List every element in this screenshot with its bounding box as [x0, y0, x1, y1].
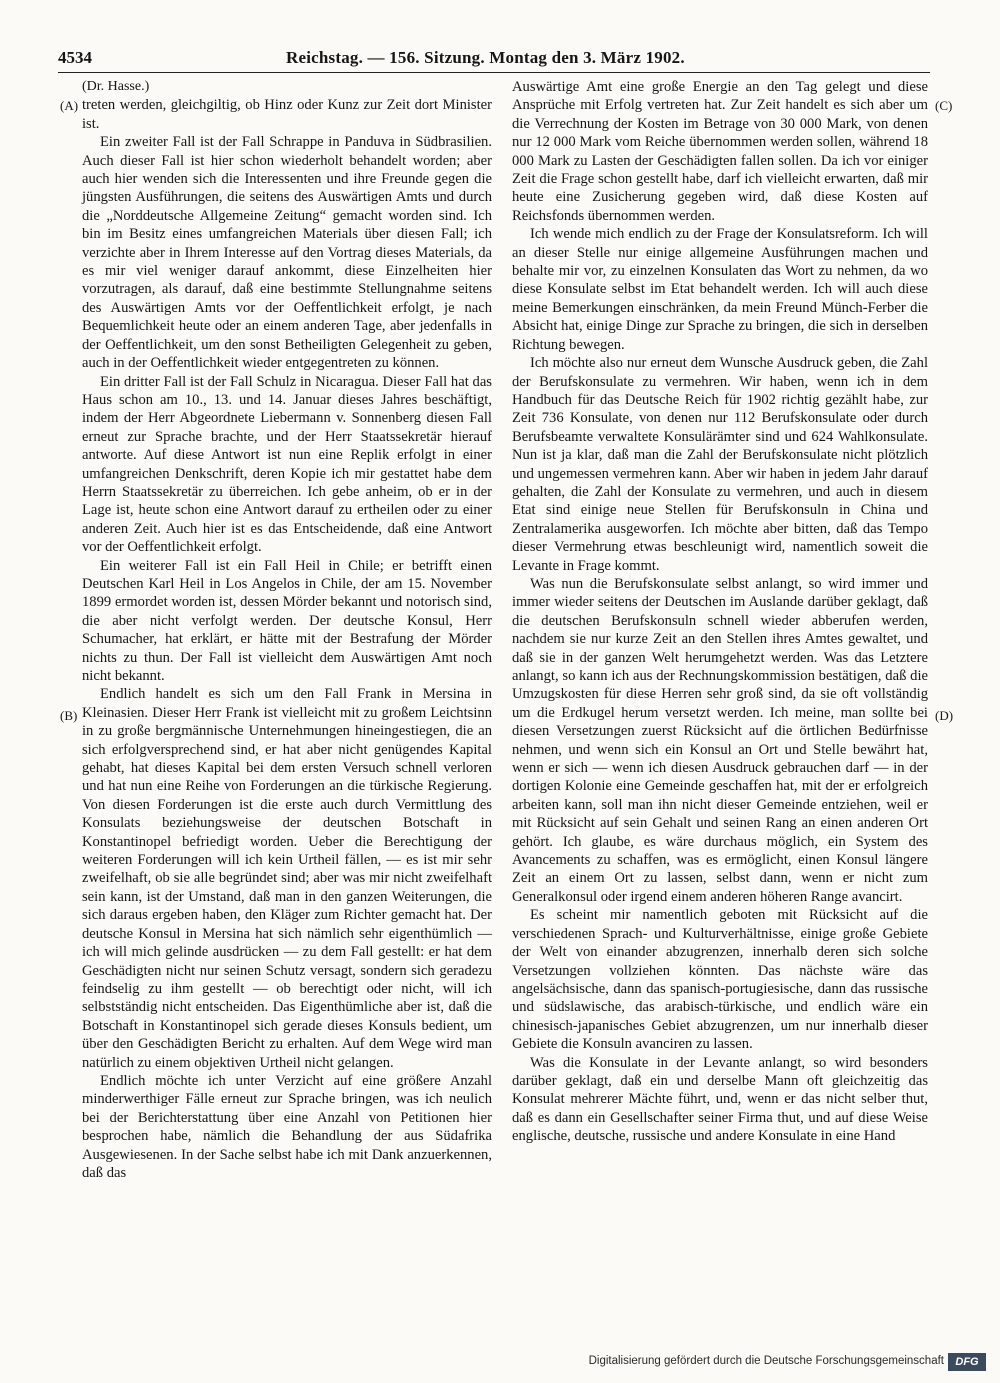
header-rule — [58, 72, 930, 73]
paragraph: treten werden, gleichgiltig, ob Hinz oder Kunz zur Zeit dort Minister ist. — [82, 97, 492, 132]
paragraph: Endlich möchte ich unter Verzicht auf eine größere Anzahl minderwerthiger Fälle erneut zur Sprache bringen, was ich neulich bei der Berichterstattung über eine Anzahl von Petitionen hier besprochen habe, nämlich die Behandlung der aus Südafrika Ausgewiesenen. In der Sache selbst habe ich mit Dank anzuerkennen, daß das — [82, 1072, 492, 1181]
margin-marker-d: (D) — [935, 708, 954, 723]
running-title: Reichstag. — 156. Sitzung. Montag den 3. März 1902. — [286, 48, 685, 67]
paragraph: Ein dritter Fall ist der Fall Schulz in Nicaragua. Dieser Fall hat das Haus schon am 10., 13. und 14. Januar dieses Jahres beschäftigt, indem der Herr Abgeordnete Liebermann v. Sonnenberg diesen Fall erneut zur Sprache brachte, und der Herr Staatssekretär hierauf antworte. Auf diese Antwort ist nun eine Replik erfolgt in einer umfangreichen Denkschrift, deren Kopie ich mir gestattet habe dem Herrn Staatssekretär zu überreichen. Ich gebe anheim, ob er in der Lage ist, heute schon eine Antwort darauf zu ertheilen oder zu einer anderen Zeit. Auch hier ist es das Entscheidende, daß eine Antwort vor der Oeffentlichkeit erfolgt. — [82, 373, 492, 556]
digitization-footer — [590, 1351, 988, 1373]
right-column — [512, 78, 928, 1146]
paragraph: Auswärtige Amt eine große Energie an den Tag gelegt und diese Ansprüche mit Erfolg vertreten hat. Zur Zeit handelt es sich aber um die Verrechnung der Kosten im Betrage von 30 000 Mark, von denen nur 12 000 Mark vom Reiche übernommen werden sollen, während 18 000 Mark zu Lasten der Geschädigten fallen sollen. Da ich vor einiger Zeit die Frage schon gestellt habe, darf ich vielleicht erwarten, daß mir heute eine Zusicherung gegeben wird, daß diese Kosten auf Reichsfonds übernommen werden. — [512, 79, 928, 224]
paragraph: Was nun die Berufskonsulate selbst anlangt, so wird immer und immer wieder seitens der Deutschen im Auslande darüber geklagt, daß die deutschen Berufskonsuln schnell wieder abberufen werden, nachdem sie nur kurze Zeit an den Stellen ihres Amtes gewaltet, und daß sie in der ganzen Welt herumgehetzt werden. Was das Letztere anlangt, so kann ich aus der Rechnungskommission bestätigen, daß die Umzugskosten für diese Herren sehr groß sind, da sie oft vollständig um die Erdkugel herum versetzt werden. Ich meine, man sollte bei diesen Versetzungen zuerst Rücksicht auf die örtlichen Bedürfnisse nehmen, und wenn sich ein Konsul an Ort und Stelle bewährt hat, wenn er sich — wenn ich diesen Ausdruck gebrauchen darf — in der dortigen Kolonie eine Gemeinde geschaffen hat, mit der er erfolgreich arbeiten kann, soll man ihn nicht dieser Gemeinde entziehen, weil er mit Rücksicht auf sein Gehalt und seinen Rang an einen anderen Ort gehört. Ich glaube, es wäre durchaus möglich, ein System des Avancements zu schaffen, was es ermöglicht, einen Konsul längere Zeit an einem Ort zu lassen, selbst dann, wenn er nicht zum Generalkonsul oder irgend einem anderen höheren Range avancirt. — [512, 575, 928, 905]
margin-marker-b: (B) — [60, 708, 78, 723]
funding-credit: Digitalisierung gefördert durch die Deutsche Forschungsgemeinschaft — [588, 1355, 944, 1367]
dfg-logo: DFG — [948, 1353, 986, 1371]
paragraph: Endlich handelt es sich um den Fall Frank in Mersina in Kleinasien. Dieser Herr Frank ist vielleicht mit zu großem Leichtsinn in zu große bergmännische Unternehmungen hineingestiegen, die an sich erfolgversprechend sind, er hat aber nicht genügendes Kapital gehabt, hat dieses Kapital bei dem ersten Versuch schnell verloren und hat nun eine Reihe von Forderungen an die türkische Regierung. Von diesen Forderungen ist die erste auch durch Vermittlung des Konsulats beziehungsweise der deutschen Botschaft in Konstantinopel befriedigt worden. Ueber die Berechtigung der weiteren Forderungen will ich kein Urtheil fällen, — es ist mir sehr zweifelhaft, ob sie alle begründet sind; aber was mir nicht zweifelhaft sein kann, ist der Umstand, daß man in den ganzen Weiterungen, die sich daraus ergeben haben, den Kläger zum Richter gemacht hat. Der deutsche Konsul in Mersina hat sich nämlich sehr eigenthümlich — ich will mich gelinde ausdrücken — zu dem Fall gestellt: er hat dem Geschädigten nicht nur seinen Schutz versagt, sondern sich geradezu feindselig zu ihm gestellt — ob berechtigt oder nicht, will ich selbstständig nicht entscheiden. Das Eigenthümliche aber ist, daß die Botschaft in Konstantinopel sich gerade dieses Konsuls bedient, um über den Geschädigten Bericht zu erhalten. Auf dem Wege wird man natürlich zu einem objektiven Urtheil nicht gelangen. — [82, 686, 492, 1071]
page-number: 4534 — [58, 48, 92, 67]
paragraph: Ein zweiter Fall ist der Fall Schrappe in Panduva in Südbrasilien. Auch dieser Fall ist hier schon wiederholt behandelt worden; aber auch hier wenden sich die Interessenten und ihre Freunde gegen die jüngsten Ausführungen, die seitens des Auswärtigen Amts und durch die „Norddeutsche Allgemeine Zeitung“ gemacht worden sind. Ich bin im Besitz eines umfangreichen Materials über diesen Fall; ich verzichte aber in Ihrem Interesse auf den Vortrag dieses Materials, da es mir viel weniger darauf ankommt, diese Einzelheiten hier vorzutragen, als darauf, daß eine bestimmte Stellungnahme seitens des Auswärtigen Amts vor der Oeffentlichkeit erfolgt, je nach Bequemlichkeit heute oder an einem anderen Tage, aber jedenfalls in der Oeffentlichkeit, um den sonst Betheiligten Gelegenheit zu geben, auch in der Oeffentlichkeit wieder entgegentreten zu können. — [82, 134, 492, 372]
paragraph: Es scheint mir namentlich geboten mit Rücksicht auf die verschiedenen Sprach- und Kulturverhältnisse, einige große Gebiete der Welt von einander abzugrenzen, innerhalb deren sich solche Versetzungen vollziehen könnten. Das nächste wäre das angelsächsische, dann das spanisch-portugiesische, dann das russische und südslawische, das arabisch-türkische, und endlich wäre ein chinesisch-japanisches Gebiet abzugrenzen, um nur innerhalb dieser Gebiete die Konsuln avanciren zu lassen. — [512, 907, 928, 1053]
paragraph: Ich möchte also nur erneut dem Wunsche Ausdruck geben, die Zahl der Berufskonsulate zu vermehren. Wir haben, wenn ich in dem Handbuch für das Deutsche Reich für 1902 richtig gezählt habe, zur Zeit 736 Konsulate, von denen nur 112 Berufskonsulate oder durch Berufsbeamte verwaltete Konsulärämter sind und 624 Wahlkonsulate. Nun ist ja klar, daß man die Zahl der Berufskonsulate nicht plötzlich und ungemessen vermehren kann. Aber wir haben in jedem Jahr darauf gehalten, die Zahl der Konsulate zu vermehren, und auch in diesem Etat sind einige neue Stellen für Berufskonsuln in China und Zentralamerika ausgeworfen. Ich möchte aber bitten, daß das Tempo dieser Vermehrung etwas beschleunigt wird, namentlich soweit die Levante in Frage kommt. — [512, 355, 928, 574]
speaker-label: (Dr. Hasse.) — [82, 79, 150, 94]
margin-marker-c: (C) — [935, 98, 953, 113]
margin-marker-a: (A) — [60, 98, 79, 113]
paragraph: Ich wende mich endlich zu der Frage der Konsulatsreform. Ich will an dieser Stelle nur einige allgemeine Ausführungen machen und behalte mir vor, zu einzelnen Konsulaten das Wort zu nehmen, da wo diese Konsulate selbst im Etat behandelt werden. Ich will auch diese meine Bemerkungen einschränken, da mein Freund Münch-Ferber die Absicht hat, einige Dinge zur Sprache zu bringen, die sich in derselben Richtung bewegen. — [512, 226, 928, 353]
page-header — [58, 48, 930, 72]
paragraph: Was die Konsulate in der Levante anlangt, so wird besonders darüber geklagt, daß ein und derselbe Mann oft gleichzeitig das Konsulat mehrerer Mächte führt, und, wenn er das nicht selber thut, daß es dann ein Gesellschafter seiner Firma thut, und auf diese Weise englische, deutsche, russische und andere Konsulate in eine Hand — [512, 1054, 928, 1145]
paragraph: Ein weiterer Fall ist ein Fall Heil in Chile; er betrifft einen Deutschen Karl Heil in Los Angelos in Chile, der am 15. November 1899 ermordet worden ist, dessen Mörder bekannt und notorisch sind, die aber nicht verfolgt werden. Der deutsche Konsul, Herr Schumacher, hat erklärt, er hätte mit der Bestrafung der Mörder nichts zu thun. Der Fall ist vielleicht dem Auswärtigen Amt noch nicht bekannt. — [82, 557, 492, 684]
left-column — [82, 78, 492, 1182]
